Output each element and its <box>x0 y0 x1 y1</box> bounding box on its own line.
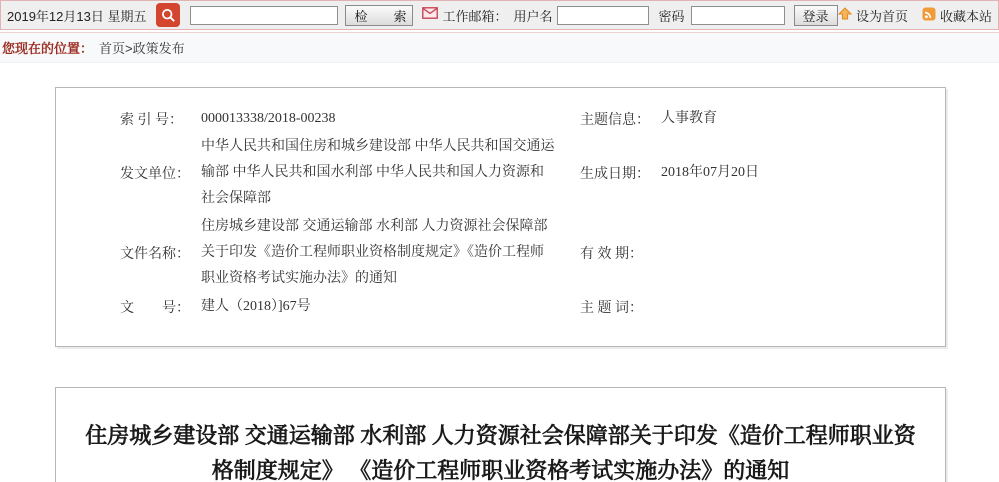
set-homepage-label: 设为首页 <box>855 8 908 24</box>
bookmark-site-link[interactable] <box>922 6 992 25</box>
search-icon[interactable] <box>156 3 180 27</box>
username-input[interactable] <box>557 6 649 25</box>
top-bar <box>0 0 999 30</box>
meta-row-index-number <box>120 106 945 132</box>
work-mail-label: 工作邮箱： <box>442 8 508 24</box>
breadcrumb-label: 您现在的位置： <box>2 41 94 56</box>
breadcrumb <box>0 33 999 63</box>
bookmark-icon <box>922 7 936 24</box>
document-meta-panel <box>55 87 946 347</box>
topic-info-value: 人事教育 <box>661 111 717 126</box>
issuing-unit-label: 发文单位： <box>120 167 190 182</box>
home-arrow-icon <box>838 7 852 23</box>
password-label: 密码 <box>658 8 685 24</box>
mail-icon <box>422 6 438 24</box>
password-input[interactable] <box>691 6 785 25</box>
search-input[interactable] <box>190 6 338 25</box>
document-title: 住房城乡建设部 交通运输部 水利部 人力资源社会保障部关于印发《造价工程师职业资格制度规定》 《造价工程师职业资格考试实施办法》的通知 <box>85 423 916 482</box>
set-homepage-link[interactable] <box>838 6 908 25</box>
document-title-panel <box>55 387 946 482</box>
generate-date-label: 生成日期： <box>580 167 650 182</box>
meta-row-doc-number <box>120 294 945 320</box>
file-name-label: 文件名称： <box>120 247 190 262</box>
search-button[interactable]: 检 索 <box>345 5 413 26</box>
index-number-value: 000013338/2018-00238 <box>201 111 336 126</box>
doc-number-label: 文 号： <box>120 301 190 316</box>
file-name-value: 住房城乡建设部 交通运输部 水利部 人力资源社会保障部关于印发《造价工程师职业资格制度规定》《造价工程师职业资格考试实施办法》的通知 <box>201 219 548 286</box>
breadcrumb-path[interactable]: 首页>政策发布 <box>99 41 185 56</box>
login-button[interactable]: 登录 <box>794 5 838 26</box>
keywords-label: 主 题 词： <box>580 301 643 316</box>
current-date: 2019年12月13日 星期五 <box>7 8 147 24</box>
valid-period-label: 有 效 期： <box>580 247 643 262</box>
index-number-label: 索 引 号： <box>120 113 183 128</box>
username-label: 用户名 <box>513 8 553 24</box>
topbar-right-links <box>838 6 992 25</box>
doc-number-value: 建人（2018）]67号 <box>201 299 311 314</box>
bookmark-site-label: 收藏本站 <box>939 8 992 24</box>
issuing-unit-value: 中华人民共和国住房和城乡建设部 中华人民共和国交通运输部 中华人民共和国水利部 中华人民共和国人力资源和社会保障部 <box>201 139 555 206</box>
topic-info-label: 主题信息： <box>580 113 650 128</box>
meta-row-issuing-unit <box>120 134 945 212</box>
generate-date-value: 2018年07月20日 <box>661 165 759 180</box>
meta-row-file-name <box>120 214 945 292</box>
